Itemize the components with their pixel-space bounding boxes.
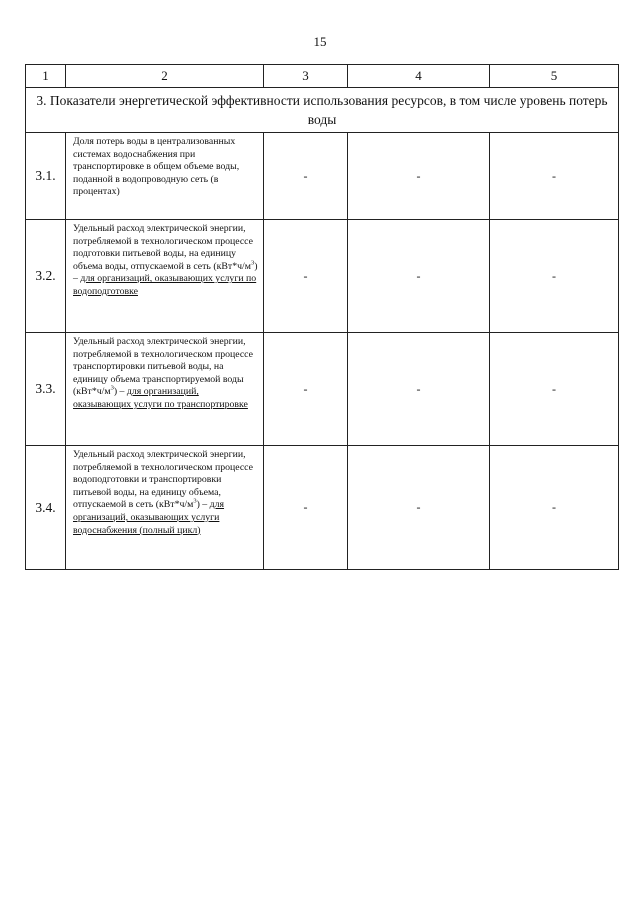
unit-close: ) – — [113, 386, 127, 398]
column-header-2: 2 — [66, 65, 264, 88]
cell-col5: - — [490, 133, 619, 220]
unit-text: (кВт*ч/м — [210, 260, 251, 272]
cell-col3: - — [264, 220, 348, 333]
table-row — [26, 446, 619, 570]
row-number: 3.3. — [26, 333, 66, 446]
column-header-1: 1 — [26, 65, 66, 88]
row-description-text: Удельный расход электрической энергии, потребляемой в технологическом процессе водоподготовки и транспортировки питьевой воды, на единицу объема, отпускаемой в сеть — [73, 449, 253, 511]
organization-scope: для организаций, оказывающих услуги водоснабжения (полный цикл) — [73, 499, 225, 536]
page-number: 15 — [313, 34, 327, 49]
table-row — [26, 333, 619, 446]
cell-col3: - — [264, 446, 348, 570]
row-description — [66, 133, 264, 220]
cell-col5: - — [490, 220, 619, 333]
row-number: 3.1. — [26, 133, 66, 220]
row-description — [66, 333, 264, 446]
column-header-3: 3 — [264, 65, 348, 88]
organization-scope: для организаций, оказывающих услуги по водоподготовке — [73, 273, 257, 297]
organization-scope: для организаций, оказывающих услуги по транспортировке — [73, 386, 248, 410]
cell-col4: - — [348, 133, 490, 220]
row-number: 3.2. — [26, 220, 66, 333]
indicators-table — [25, 64, 619, 570]
row-description-text: Удельный расход электрической энергии, потребляемой в технологическом процессе подготовки питьевой воды, на единицу объема воды, отпускаемой в сеть — [73, 223, 253, 272]
cell-col3: - — [264, 333, 348, 446]
section-title: 3. Показатели энергетической эффективности использования ресурсов, в том числе уровень потерь воды — [26, 88, 619, 133]
row-description — [66, 220, 264, 333]
column-header-4: 4 — [348, 65, 490, 88]
row-description-text: Доля потерь воды в централизованных системах водоснабжения при транспортировке в общем объеме воды, поданной в водопроводную сеть (в процентах) — [73, 136, 240, 198]
unit-close: ) – — [73, 260, 258, 285]
unit-text: (кВт*ч/м — [73, 386, 111, 398]
row-description-text: Удельный расход электрической энергии, потребляемой в технологическом процессе транспортировки питьевой воды, на единицу объема транспортируемой воды — [73, 336, 253, 385]
table-row — [26, 220, 619, 333]
row-description — [66, 446, 264, 570]
cell-col4: - — [348, 446, 490, 570]
cell-col4: - — [348, 333, 490, 446]
column-header-5: 5 — [490, 65, 619, 88]
unit-close: ) – — [196, 499, 210, 511]
column-number-row — [26, 65, 619, 88]
unit-superscript: 3 — [193, 498, 197, 506]
table-row — [26, 133, 619, 220]
cell-col5: - — [490, 333, 619, 446]
cell-col4: - — [348, 220, 490, 333]
cell-col5: - — [490, 446, 619, 570]
unit-superscript: 3 — [250, 259, 255, 267]
row-number: 3.4. — [26, 446, 66, 570]
unit-superscript: 3 — [110, 385, 114, 393]
section-row — [26, 88, 619, 133]
unit-text: (кВт*ч/м — [153, 499, 194, 511]
cell-col3: - — [264, 133, 348, 220]
